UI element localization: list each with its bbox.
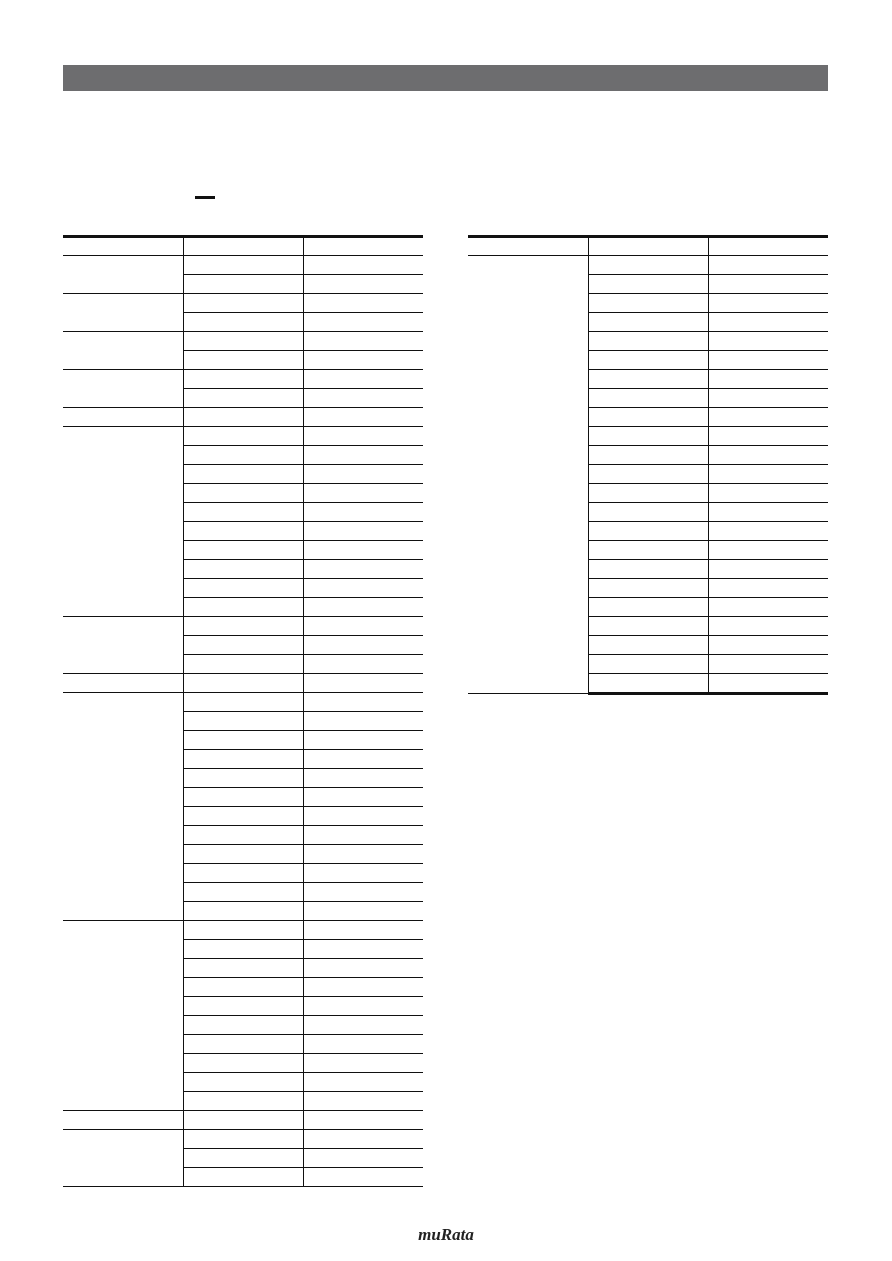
value-cell: [708, 313, 828, 332]
value-cell: [303, 408, 423, 427]
table-row: [63, 693, 423, 712]
header-cell: [708, 237, 828, 256]
value-cell: [183, 674, 303, 693]
value-cell: [303, 427, 423, 446]
value-cell: [708, 560, 828, 579]
value-cell: [303, 560, 423, 579]
table-row: [63, 674, 423, 693]
value-cell: [588, 617, 708, 636]
value-cell: [708, 332, 828, 351]
value-cell: [588, 275, 708, 294]
value-cell: [303, 617, 423, 636]
value-cell: [183, 712, 303, 731]
value-cell: [588, 427, 708, 446]
value-cell: [303, 446, 423, 465]
value-cell: [588, 560, 708, 579]
header-cell: [63, 237, 183, 256]
value-cell: [588, 408, 708, 427]
logo-text: muRata: [418, 1225, 474, 1244]
table-row: [63, 1130, 423, 1149]
value-cell: [303, 883, 423, 902]
value-cell: [183, 617, 303, 636]
value-cell: [708, 275, 828, 294]
value-cell: [303, 1054, 423, 1073]
value-cell: [303, 275, 423, 294]
value-cell: [183, 959, 303, 978]
value-cell: [183, 864, 303, 883]
value-cell: [183, 1149, 303, 1168]
value-cell: [303, 579, 423, 598]
value-cell: [183, 408, 303, 427]
value-cell: [588, 503, 708, 522]
group-cell: [63, 427, 183, 617]
table-header-row: [63, 237, 423, 256]
table-row: [63, 370, 423, 389]
value-cell: [183, 275, 303, 294]
value-cell: [183, 1168, 303, 1187]
value-cell: [588, 465, 708, 484]
value-cell: [183, 636, 303, 655]
value-cell: [183, 1130, 303, 1149]
value-cell: [183, 446, 303, 465]
group-cell: [63, 408, 183, 427]
value-cell: [708, 579, 828, 598]
value-cell: [303, 788, 423, 807]
value-cell: [183, 313, 303, 332]
value-cell: [183, 427, 303, 446]
value-cell: [588, 484, 708, 503]
value-cell: [303, 332, 423, 351]
value-cell: [588, 579, 708, 598]
value-cell: [303, 370, 423, 389]
value-cell: [588, 332, 708, 351]
value-cell: [708, 446, 828, 465]
value-cell: [183, 655, 303, 674]
value-cell: [183, 370, 303, 389]
value-cell: [183, 845, 303, 864]
group-cell: [63, 1130, 183, 1187]
value-cell: [303, 313, 423, 332]
value-cell: [183, 598, 303, 617]
value-cell: [183, 807, 303, 826]
section-header-bar: [63, 65, 828, 91]
table-row: [63, 332, 423, 351]
value-cell: [183, 1092, 303, 1111]
value-cell: [183, 579, 303, 598]
value-cell: [303, 655, 423, 674]
value-cell: [303, 389, 423, 408]
value-cell: [183, 921, 303, 940]
value-cell: [303, 1168, 423, 1187]
value-cell: [708, 541, 828, 560]
value-cell: [183, 731, 303, 750]
value-cell: [183, 1035, 303, 1054]
value-cell: [588, 655, 708, 674]
table-body: [63, 256, 423, 1187]
value-cell: [588, 256, 708, 275]
group-cell: [63, 693, 183, 921]
spec-table-right: [468, 235, 828, 695]
value-cell: [303, 769, 423, 788]
value-cell: [303, 807, 423, 826]
table-row: [63, 617, 423, 636]
value-cell: [303, 997, 423, 1016]
group-cell: [63, 332, 183, 370]
value-cell: [588, 370, 708, 389]
value-cell: [303, 636, 423, 655]
value-cell: [708, 484, 828, 503]
value-cell: [303, 826, 423, 845]
value-cell: [183, 332, 303, 351]
value-cell: [588, 313, 708, 332]
group-cell: [63, 617, 183, 674]
header-cell: [183, 237, 303, 256]
value-cell: [303, 294, 423, 313]
header-cell: [588, 237, 708, 256]
value-cell: [183, 294, 303, 313]
value-cell: [588, 674, 708, 694]
value-cell: [303, 864, 423, 883]
value-cell: [183, 826, 303, 845]
value-cell: [303, 674, 423, 693]
value-cell: [303, 351, 423, 370]
value-cell: [183, 1111, 303, 1130]
table-row: [468, 256, 828, 275]
value-cell: [303, 541, 423, 560]
value-cell: [303, 978, 423, 997]
value-cell: [588, 294, 708, 313]
group-cell: [63, 256, 183, 294]
value-cell: [303, 1016, 423, 1035]
value-cell: [588, 389, 708, 408]
value-cell: [303, 731, 423, 750]
value-cell: [183, 560, 303, 579]
value-cell: [183, 750, 303, 769]
value-cell: [183, 256, 303, 275]
value-cell: [708, 294, 828, 313]
value-cell: [708, 351, 828, 370]
value-cell: [303, 1035, 423, 1054]
value-cell: [708, 655, 828, 674]
value-cell: [588, 598, 708, 617]
group-cell: [63, 674, 183, 693]
value-cell: [708, 636, 828, 655]
value-cell: [708, 674, 828, 694]
value-cell: [303, 484, 423, 503]
value-cell: [588, 522, 708, 541]
group-cell: [63, 370, 183, 408]
value-cell: [303, 1092, 423, 1111]
value-cell: [183, 788, 303, 807]
value-cell: [303, 256, 423, 275]
value-cell: [303, 902, 423, 921]
dash-mark: [195, 196, 215, 199]
table-row: [63, 427, 423, 446]
value-cell: [183, 940, 303, 959]
table-row: [63, 256, 423, 275]
group-cell: [63, 294, 183, 332]
value-cell: [303, 465, 423, 484]
value-cell: [183, 351, 303, 370]
value-cell: [303, 712, 423, 731]
value-cell: [183, 997, 303, 1016]
value-cell: [303, 522, 423, 541]
group-cell: [63, 1111, 183, 1130]
table-row: [63, 921, 423, 940]
value-cell: [303, 959, 423, 978]
value-cell: [183, 389, 303, 408]
value-cell: [183, 503, 303, 522]
header-cell: [303, 237, 423, 256]
table-header-row: [468, 237, 828, 256]
value-cell: [183, 1016, 303, 1035]
value-cell: [303, 845, 423, 864]
value-cell: [303, 1130, 423, 1149]
value-cell: [588, 446, 708, 465]
murata-logo: [406, 1224, 486, 1246]
value-cell: [303, 598, 423, 617]
group-cell: [468, 256, 588, 694]
value-cell: [183, 541, 303, 560]
value-cell: [303, 1073, 423, 1092]
value-cell: [183, 522, 303, 541]
group-cell: [63, 921, 183, 1111]
value-cell: [708, 465, 828, 484]
value-cell: [708, 408, 828, 427]
value-cell: [183, 465, 303, 484]
value-cell: [183, 883, 303, 902]
spec-table-left: [63, 235, 423, 1187]
table-row: [63, 294, 423, 313]
value-cell: [588, 636, 708, 655]
value-cell: [708, 370, 828, 389]
value-cell: [183, 1054, 303, 1073]
value-cell: [708, 256, 828, 275]
value-cell: [303, 750, 423, 769]
value-cell: [183, 902, 303, 921]
value-cell: [183, 978, 303, 997]
value-cell: [183, 484, 303, 503]
value-cell: [303, 940, 423, 959]
value-cell: [708, 389, 828, 408]
value-cell: [303, 921, 423, 940]
value-cell: [588, 541, 708, 560]
value-cell: [708, 427, 828, 446]
table-body: [468, 256, 828, 694]
value-cell: [183, 693, 303, 712]
value-cell: [303, 1111, 423, 1130]
header-cell: [468, 237, 588, 256]
value-cell: [588, 351, 708, 370]
value-cell: [303, 1149, 423, 1168]
value-cell: [303, 693, 423, 712]
value-cell: [708, 522, 828, 541]
value-cell: [708, 503, 828, 522]
value-cell: [183, 769, 303, 788]
value-cell: [708, 617, 828, 636]
value-cell: [708, 598, 828, 617]
value-cell: [303, 503, 423, 522]
table-row: [63, 1111, 423, 1130]
value-cell: [183, 1073, 303, 1092]
table-row: [63, 408, 423, 427]
